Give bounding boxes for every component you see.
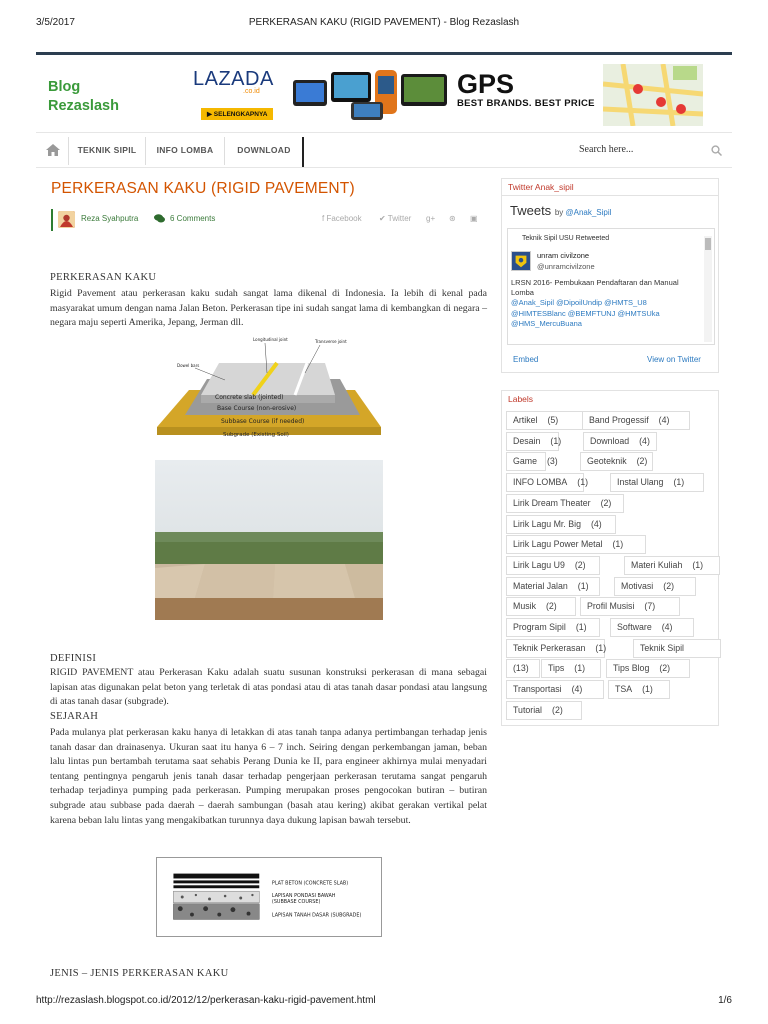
label-tag[interactable] <box>506 659 540 678</box>
label-name: Game <box>513 456 537 467</box>
nav-divider <box>145 137 146 165</box>
label-tag[interactable] <box>614 577 696 596</box>
lazada-more-button[interactable]: ▶ SELENGKAPNYA <box>201 108 273 120</box>
tweets-handle-link[interactable]: @Anak_Sipil <box>565 208 612 217</box>
print-title: PERKERASAN KAKU (RIGID PAVEMENT) - Blog Rezaslash <box>248 17 520 28</box>
label-tag[interactable] <box>582 411 690 430</box>
share-facebook-label: Facebook <box>326 214 362 223</box>
label-tag[interactable] <box>624 556 720 575</box>
label-name: Tips <box>548 663 565 674</box>
cross-section-label-subgrade: LAPISAN TANAH DASAR (SUBGRADE) <box>271 912 362 919</box>
label-count: (1) <box>575 622 587 632</box>
label-name: Desain <box>513 435 541 446</box>
ad-banner[interactable] <box>193 64 703 126</box>
nav-divider <box>302 137 304 167</box>
share-twitter-label: Twitter <box>387 214 412 223</box>
label-tag[interactable] <box>506 432 562 451</box>
rigid-pavement-layers-diagram <box>155 335 383 438</box>
print-footer <box>0 995 768 1009</box>
label-tag[interactable] <box>610 618 694 637</box>
label-count: (2) <box>663 580 675 591</box>
diagram-label-base: Base Course (non-erosive) <box>217 405 297 412</box>
diagram-label-subbase: Subbase Course (if needed) <box>221 418 305 425</box>
label-count: (2) <box>636 456 648 467</box>
label-count: (1) <box>574 663 586 674</box>
label-count: (4) <box>661 622 673 632</box>
nav-item-info-lomba[interactable]: INFO LOMBA <box>156 145 214 155</box>
label-count: (4) <box>590 518 602 529</box>
print-header <box>0 17 768 31</box>
label-tag[interactable] <box>506 618 600 637</box>
label-name: Download <box>590 435 630 446</box>
label-tag[interactable] <box>506 494 624 513</box>
lazada-ad[interactable] <box>193 68 281 118</box>
blog-brand[interactable] <box>48 78 119 116</box>
section-heading-definisi: DEFINISI <box>50 653 97 664</box>
tweet-mentions[interactable]: @Anak_Sipil @DipoilUndip @HMTS_U8 @HIMTESBlanc @BEMFTUNJ @HMTSUka @HMS_MercuBuana <box>511 298 660 328</box>
nav-item-teknik-sipil[interactable]: TEKNIK SIPIL <box>77 145 137 155</box>
label-count: (1) <box>550 435 562 446</box>
share-pinterest-icon[interactable]: ⊛ <box>449 214 456 223</box>
label-name: Tutorial <box>513 704 543 715</box>
label-name: Motivasi <box>621 580 654 591</box>
diagram-label-transverse: Transverse joint <box>315 339 347 344</box>
meta-accent-bar <box>51 209 53 231</box>
label-tag[interactable] <box>506 556 600 575</box>
label-tag[interactable] <box>608 680 670 699</box>
author-name[interactable]: Reza Syahputra <box>81 214 139 223</box>
share-facebook[interactable]: f Facebook <box>322 214 362 223</box>
label-name: Program Sipil <box>513 622 566 632</box>
gps-tagline: BEST BRANDS. BEST PRICE <box>457 98 595 109</box>
print-date: 3/5/2017 <box>36 17 75 28</box>
label-name: Software <box>617 622 652 632</box>
label-tag[interactable] <box>580 597 680 616</box>
label-tag[interactable] <box>506 452 558 471</box>
cross-section-label-subbase-en: (SUBBASE COURSE) <box>271 898 321 905</box>
label-count: (1) <box>692 559 704 570</box>
label-name: Lirik Lagu Power Metal <box>513 539 603 550</box>
label-count: (7) <box>644 601 656 612</box>
label-count: (1) <box>577 477 589 488</box>
retweet-notice: Teknik Sipil USU Retweeted <box>522 235 610 242</box>
gps-ad-text <box>457 70 597 109</box>
label-name: Band Progessif <box>589 415 649 425</box>
label-count: (2) <box>574 559 586 570</box>
tweet-text-line: LRSN 2016- Pembukaan Pendaftaran dan Manual Lomba <box>511 278 679 298</box>
label-count: (4) <box>571 684 583 695</box>
label-tag[interactable] <box>610 473 704 492</box>
tweet-text <box>511 278 701 329</box>
diagram-label-dowel: Dowel bars <box>177 363 200 368</box>
label-count: (1) <box>595 642 607 653</box>
nav-divider <box>68 137 69 165</box>
embed-link[interactable]: Embed <box>513 355 539 364</box>
label-tag[interactable] <box>583 432 657 451</box>
brand-line-2: Rezaslash <box>48 98 119 114</box>
labels-widget-title: Labels <box>501 390 719 408</box>
label-tag[interactable] <box>506 701 582 720</box>
diagram-label-slab: Concrete slab (jointed) <box>215 394 284 401</box>
gps-devices-image <box>291 66 451 122</box>
label-count: (1) <box>612 539 624 550</box>
view-on-twitter-link[interactable]: View on Twitter <box>647 355 701 364</box>
main-nav <box>36 132 732 168</box>
section-heading-jenis: JENIS – JENIS PERKERASAN KAKU <box>50 968 229 979</box>
label-name: (13) <box>513 663 529 674</box>
label-name: TSA <box>615 684 633 695</box>
search-input[interactable]: Search here... <box>579 144 634 155</box>
map-pins-image <box>603 64 703 126</box>
label-count: (2) <box>659 663 671 674</box>
label-tag[interactable] <box>633 639 721 658</box>
comments-link[interactable]: 6 Comments <box>170 214 216 223</box>
label-count: (4) <box>639 435 650 446</box>
label-count: (1) <box>673 477 685 488</box>
label-tag[interactable] <box>580 452 653 471</box>
label-tag[interactable] <box>506 411 589 430</box>
section-heading-perkerasan-kaku: PERKERASAN KAKU <box>50 272 157 283</box>
lazada-domain: .co.id <box>243 88 260 95</box>
label-name: Lirik Dream Theater <box>513 497 591 508</box>
share-twitter[interactable]: ✔ Twitter <box>379 214 412 223</box>
intro-paragraph: Rigid Pavement atau perkerasan kaku sudah sangat lama dikenal di Indonesia. Ia lebih di kenal pada masyarakat umum dengan nama Jalan Beton. Perkerasan tipe ini sudah sangat lama di kembangkan di negara – negara maju seperti Amerika, Jepang, Jerman dll. <box>50 288 487 329</box>
label-name: Tips Blog <box>613 663 650 674</box>
print-page-number: 1/6 <box>718 995 732 1006</box>
section-heading-sejarah: SEJARAH <box>50 711 99 722</box>
label-count: (1) <box>577 580 589 591</box>
search-icon[interactable] <box>711 145 722 156</box>
pavement-cross-section-diagram <box>156 857 382 937</box>
post-title: PERKERASAN KAKU (RIGID PAVEMENT) <box>51 180 355 197</box>
lazada-logo: LAZADA <box>193 68 274 90</box>
label-tag[interactable] <box>506 639 605 658</box>
tweet-author-name[interactable]: unram civilzone <box>537 251 590 260</box>
cross-section-label-slab: PLAT BETON (CONCRETE SLAB) <box>271 880 349 887</box>
label-name: Materi Kuliah <box>631 559 683 570</box>
tweets-header <box>510 203 611 218</box>
label-name: Lirik Lagu Mr. Big <box>513 518 581 529</box>
top-divider <box>36 52 732 55</box>
concrete-slab-photo <box>155 460 383 620</box>
share-gplus-icon[interactable]: g+ <box>426 214 436 223</box>
label-count: (1) <box>642 684 653 695</box>
label-name: Profil Musisi <box>587 601 635 612</box>
tweet-avatar[interactable] <box>511 251 531 271</box>
cross-section-label-subbase: LAPISAN PONDASI BAWAH <box>271 893 336 899</box>
label-count: (3) <box>546 456 558 467</box>
tweets-label: Tweets <box>510 203 552 218</box>
label-name: Lirik Lagu U9 <box>513 559 565 570</box>
label-tag[interactable] <box>506 515 616 534</box>
brand-line-1: Blog <box>48 79 81 95</box>
nav-divider <box>224 137 225 165</box>
label-count: (2) <box>552 704 563 715</box>
label-name: Instal Ulang <box>617 477 664 488</box>
label-name: Material Jalan <box>513 580 568 591</box>
label-tag[interactable] <box>506 473 589 492</box>
label-count: (2) <box>545 601 557 612</box>
label-tag[interactable] <box>506 597 576 616</box>
label-tag[interactable] <box>541 659 601 678</box>
label-name: Musik <box>513 601 536 612</box>
label-name: Transportasi <box>513 684 562 695</box>
label-tag[interactable] <box>506 680 604 699</box>
gps-title: GPS <box>457 69 515 99</box>
print-url: http://rezaslash.blogspot.co.id/2012/12/perkerasan-kaku-rigid-pavement.html <box>36 995 376 1006</box>
label-name: Artikel <box>513 415 538 425</box>
label-name: Teknik Sipil <box>640 642 685 653</box>
label-count: (4) <box>658 415 670 425</box>
tweet-author-handle[interactable]: @unramcivilzone <box>537 262 595 271</box>
label-tag[interactable] <box>606 659 690 678</box>
share-linkedin-icon[interactable]: ▣ <box>470 214 478 223</box>
definition-paragraph: RIGID PAVEMENT atau Perkerasan Kaku adalah suatu susunan konstruksi perkerasan di mana sebagai lapisan atas digunakan pelat beton yang terletak di atas pondasi atau di atas tanah dasar pondasi atau langsung di atas tanah dasar (subgrade). <box>50 667 487 708</box>
label-count: (5) <box>547 415 559 425</box>
diagram-label-subgrade: Subgrade (Existing Soil) <box>223 432 289 438</box>
timeline-scrollbar[interactable] <box>704 236 712 342</box>
label-tag[interactable] <box>506 535 646 554</box>
history-paragraph: Pada mulanya plat perkerasan kaku hanya di letakkan di atas tanah tanpa adanya pertimbangan terhadap jenis tanah dasar dan drainasenya. Ukuran saat itu hanya 6 – 7 inch. Seiring dengan perkembangan jaman, beban lalu lintas pun bertambah terutama saat sehabis Perang Dunia ke II, para engineer akhirnya mulai menyadari tentang pentingnya pengaruh jenis tanah dasar terhadap pengerjaan perkerasan terutama sangat pengaruh terhadap terjadinya pumping pada perkerasan. Pumping merupakan proses pengocokan butiran – butiran subgrade atau subbase pada daerah – daerah sambungan (basah atau kering) akibat gerakan vertikal pelat karena beban lalu lintas yang mengakibatkan turunnya daya dukung lapisan bawah tersebut. <box>50 727 487 826</box>
label-tag[interactable] <box>506 577 600 596</box>
nav-item-download[interactable]: DOWNLOAD <box>237 145 291 155</box>
label-count: (2) <box>600 497 612 508</box>
author-avatar[interactable] <box>58 211 75 228</box>
diagram-label-longitudinal: Longitudinal joint <box>253 337 288 342</box>
label-name: INFO LOMBA <box>513 477 568 488</box>
home-icon[interactable] <box>46 144 60 156</box>
label-name: Geoteknik <box>587 456 627 467</box>
comments-icon <box>154 214 165 223</box>
label-name: Teknik Perkerasan <box>513 642 586 653</box>
twitter-widget-title: Twitter Anak_sipil <box>502 179 718 196</box>
tweets-by: by <box>554 208 564 217</box>
